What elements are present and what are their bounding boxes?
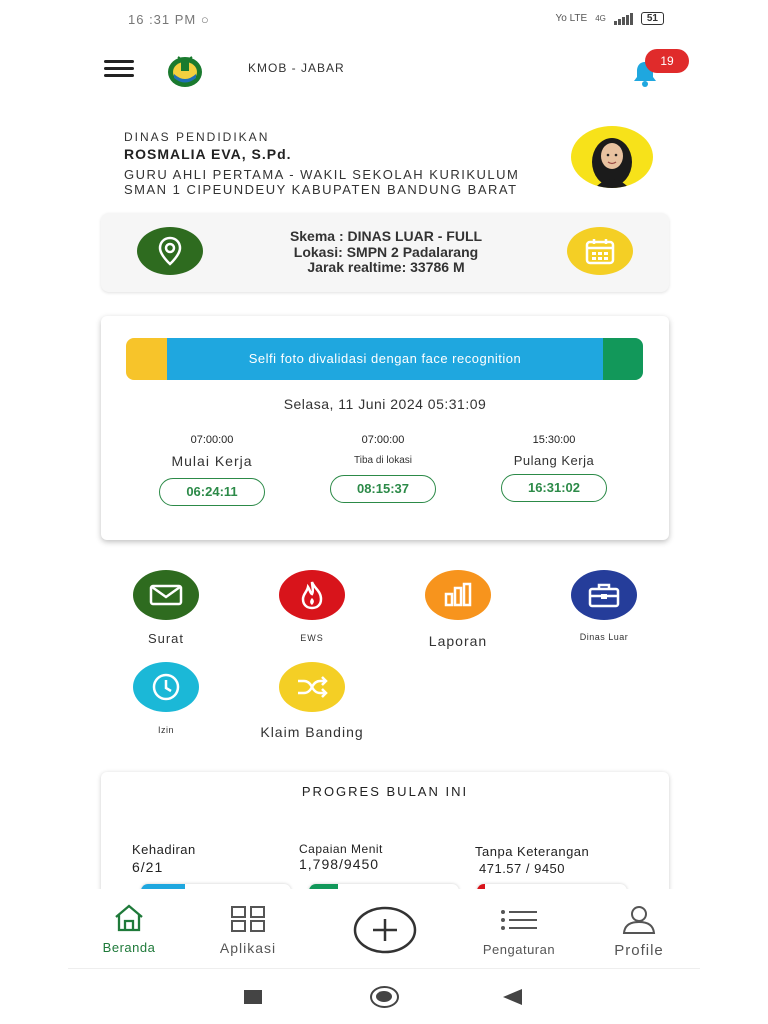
- schema-type: Skema : DINAS LUAR - FULL: [289, 228, 483, 244]
- recent-apps-icon[interactable]: [244, 990, 262, 1004]
- app-bar: [0, 44, 768, 94]
- progress-capaian-menit: [299, 842, 383, 872]
- nav-profile[interactable]: [606, 905, 672, 959]
- menu-klaim-banding[interactable]: [250, 662, 374, 740]
- bar-chart-icon: [425, 570, 491, 620]
- clock-icon: [133, 662, 199, 712]
- slot-schedule: 07:00:00: [190, 434, 234, 446]
- home-icon: [112, 903, 146, 933]
- menu-label: Izin: [157, 725, 174, 735]
- nav-beranda[interactable]: [96, 903, 162, 955]
- calendar-button[interactable]: [567, 227, 633, 275]
- list-settings-icon: [499, 909, 539, 931]
- face-recognition-note: Selfi foto divalidasi dengan face recognition: [167, 338, 603, 380]
- department: DINAS PENDIDIKAN: [124, 130, 270, 144]
- nav-add[interactable]: [352, 905, 418, 960]
- menu-surat[interactable]: [106, 570, 226, 646]
- calendar-icon: [584, 237, 616, 265]
- slot-label: Tiba di lokasi: [354, 455, 412, 466]
- volte-indicator: Yo LTE: [555, 13, 588, 24]
- schema-location: Lokasi: SMPN 2 Padalarang: [293, 243, 479, 260]
- nav-label: Beranda: [102, 940, 156, 955]
- schema-distance: Jarak realtime: 33786 M: [307, 259, 465, 275]
- profile-section: [124, 130, 564, 197]
- avatar[interactable]: [571, 126, 653, 188]
- back-icon[interactable]: [503, 989, 522, 1005]
- progress-kehadiran: [132, 842, 196, 875]
- schema-card: [101, 213, 669, 292]
- slot-tiba-lokasi: [313, 434, 453, 503]
- face-bar-right-accent: [603, 338, 643, 380]
- menu-label: EWS: [300, 633, 324, 643]
- menu-laporan[interactable]: [398, 570, 518, 649]
- fire-icon: [279, 570, 345, 620]
- slot-schedule: 15:30:00: [532, 434, 576, 446]
- nav-label: Profile: [614, 942, 664, 959]
- slot-mulai-kerja: [142, 434, 282, 506]
- status-time-text: 16 :31 PM: [128, 12, 197, 27]
- slot-pulang-kerja: [484, 434, 624, 502]
- menu-label: Surat: [147, 631, 185, 646]
- location-pin-icon: [157, 236, 183, 266]
- network-type: 4G: [595, 14, 606, 23]
- slot-actual-time[interactable]: 16:31:02: [501, 474, 607, 502]
- menu-izin[interactable]: [106, 662, 226, 735]
- nav-pengaturan[interactable]: [474, 909, 564, 957]
- slot-label: Pulang Kerja: [513, 453, 595, 468]
- menu-label: Klaim Banding: [260, 724, 364, 740]
- face-bar-left-accent: [126, 338, 167, 380]
- face-recognition-bar[interactable]: [126, 338, 643, 380]
- progress-label: Capaian Menit: [299, 842, 383, 856]
- progress-label: Tanpa Keterangan: [475, 844, 590, 859]
- status-time: [128, 12, 210, 27]
- nav-aplikasi[interactable]: [208, 905, 288, 956]
- hamburger-menu-icon[interactable]: [104, 60, 134, 78]
- slot-actual-time[interactable]: 06:24:11: [159, 478, 265, 506]
- alarm-icon: ○: [200, 12, 210, 27]
- battery-icon: 51: [641, 12, 664, 25]
- shuffle-icon: [279, 662, 345, 712]
- notification-badge[interactable]: 19: [645, 49, 689, 73]
- progress-value: 6/21: [132, 859, 164, 875]
- briefcase-icon: [571, 570, 637, 620]
- progress-title: PROGRES BULAN INI: [301, 784, 469, 799]
- jabar-logo-icon: [166, 54, 204, 88]
- bottom-navigation: [0, 889, 768, 969]
- progress-value: 471.57 / 9450: [479, 861, 566, 876]
- grid-apps-icon: [230, 905, 266, 933]
- status-indicators: [556, 12, 665, 25]
- status-bar: [0, 0, 768, 40]
- schema-info: [241, 229, 531, 276]
- slot-label: Mulai Kerja: [171, 453, 253, 469]
- progress-tanpa-keterangan: [475, 844, 589, 876]
- progress-label: Kehadiran: [132, 842, 196, 857]
- app-title: KMOB - JABAR: [248, 61, 345, 75]
- progress-value: 1,798/9450: [299, 856, 380, 872]
- nav-divider: [68, 968, 700, 969]
- home-button-icon[interactable]: [370, 986, 399, 1008]
- menu-ews[interactable]: [252, 570, 372, 643]
- mail-icon: [133, 570, 199, 620]
- slot-schedule: 07:00:00: [361, 434, 405, 446]
- employee-position: GURU AHLI PERTAMA - WAKIL SEKOLAH KURIKULUM: [124, 167, 520, 182]
- slot-actual-time[interactable]: 08:15:37: [330, 475, 436, 503]
- nav-label: Aplikasi: [219, 940, 277, 956]
- nav-label: Pengaturan: [482, 942, 556, 957]
- add-circle-icon: [352, 905, 418, 955]
- location-button[interactable]: [137, 227, 203, 275]
- system-navigation: [0, 985, 768, 1009]
- current-datetime: Selasa, 11 Juni 2024 05:31:09: [283, 396, 487, 412]
- user-icon: [621, 905, 657, 935]
- employee-school: SMAN 1 CIPEUNDEUY KABUPATEN BANDUNG BARAT: [124, 182, 518, 197]
- employee-name: ROSMALIA EVA, S.Pd.: [124, 146, 292, 162]
- menu-label: Laporan: [428, 633, 488, 649]
- menu-dinas-luar[interactable]: [544, 570, 664, 642]
- attendance-card: [101, 316, 669, 540]
- progress-card: [101, 772, 669, 902]
- menu-label: Dinas Luar: [579, 632, 629, 642]
- signal-icon: [614, 13, 633, 25]
- avatar-photo: [571, 126, 653, 188]
